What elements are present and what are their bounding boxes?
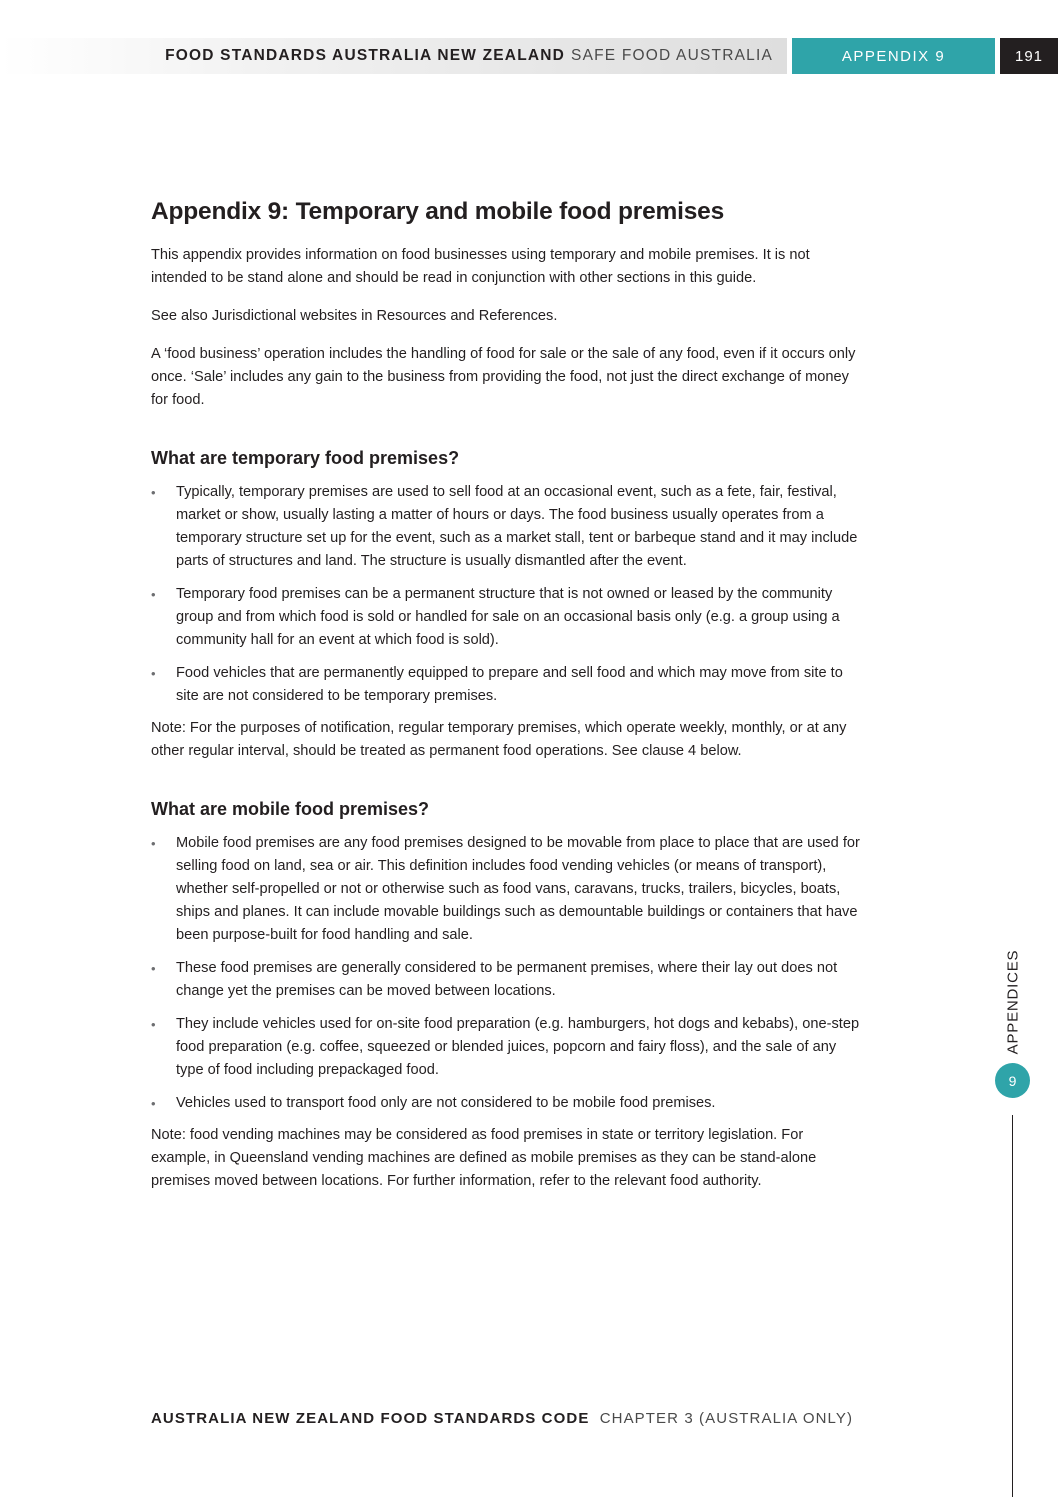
header-publication: SAFE FOOD AUSTRALIA xyxy=(571,47,773,64)
side-tab-text: APPENDICES xyxy=(1004,949,1022,1055)
intro-paragraph: This appendix provides information on food businesses using temporary and mobile premises. It is not intended to be stand alone and should be read in conjunction with other sections in this guide. xyxy=(151,247,810,286)
header-org: FOOD STANDARDS AUSTRALIA NEW ZEALAND xyxy=(165,47,566,64)
list-item: • They include vehicles used for on-site food preparation (e.g. hamburgers, hot dogs and kebabs), one-step food preparation (e.g. coffee, squeezed or blended juices, popcorn and fairy floss), and the sale of any type of food including prepackaged food. xyxy=(151,1013,863,1082)
page-number: 191 xyxy=(1000,38,1058,74)
list-item: • Mobile food premises are any food premises designed to be movable from place to place that are used for selling food on land, sea or air. This definition includes food vending vehicles (or means of transport), whether self-propelled or not or otherwise such as food vans, caravans, trucks, trailers, bicycles, boats, ships and planes. It can include movable buildings such as demountable buildings or containers that have been purpose-built for food handling and sale. xyxy=(151,832,863,947)
running-header xyxy=(0,38,787,74)
side-tab-label xyxy=(968,950,1058,1054)
temporary-note: Note: For the purposes of notification, regular temporary premises, which operate weekly, monthly, or at any other regular interval, should be treated as permanent food operations. See clause 4 below. xyxy=(151,720,847,759)
intro-paragraph: A ‘food business’ operation includes the handling of food for sale or the sale of any food, even if it occurs only once. ‘Sale’ includes any gain to the business from providing the food, not just the direct exchange of money for food. xyxy=(151,346,856,408)
header-section-label: APPENDIX 9 xyxy=(792,38,995,74)
list-item: • These food premises are generally considered to be permanent premises, where their lay out does not change yet the premises can be moved between locations. xyxy=(151,957,863,1003)
side-tab-number: 9 xyxy=(995,1063,1030,1098)
list-item: • Temporary food premises can be a permanent structure that is not owned or leased by the community group and from which food is sold or handled for sale on an occasional basis only (e.g. a group using a community hall for an event at which food is sold). xyxy=(151,583,863,652)
mobile-bullet-list xyxy=(151,832,863,1115)
running-footer xyxy=(151,1410,853,1427)
page-body xyxy=(151,196,863,1208)
mobile-note: Note: food vending machines may be considered as food premises in state or territory legislation. For example, in Queensland vending machines are defined as mobile premises as they can be stand-alone premises moved between locations. For further information, refer to the relevant food authority. xyxy=(151,1127,817,1189)
list-item: • Typically, temporary premises are used to sell food at an occasional event, such as a fete, fair, festival, market or show, usually lasting a matter of hours or days. The food business usually operates from a temporary structure set up for the event, such as a market stall, tent or barbeque stand and it may include parts of structures and land. The structure is usually dismantled after the event. xyxy=(151,481,863,573)
intro-paragraph: See also Jurisdictional websites in Resources and References. xyxy=(151,308,558,324)
mobile-heading: What are mobile food premises? xyxy=(151,799,430,819)
temporary-heading: What are temporary food premises? xyxy=(151,448,460,468)
side-divider-line xyxy=(1012,1115,1013,1497)
list-item: • Vehicles used to transport food only are not considered to be mobile food premises. xyxy=(151,1092,863,1115)
temporary-bullet-list xyxy=(151,481,863,708)
footer-chapter: CHAPTER 3 (AUSTRALIA ONLY) xyxy=(599,1410,854,1427)
footer-code-title: AUSTRALIA NEW ZEALAND FOOD STANDARDS CODE xyxy=(151,1410,590,1427)
list-item: • Food vehicles that are permanently equipped to prepare and sell food and which may move from site to site are not considered to be temporary premises. xyxy=(151,662,863,708)
page-title: Appendix 9: Temporary and mobile food premises xyxy=(151,198,725,225)
